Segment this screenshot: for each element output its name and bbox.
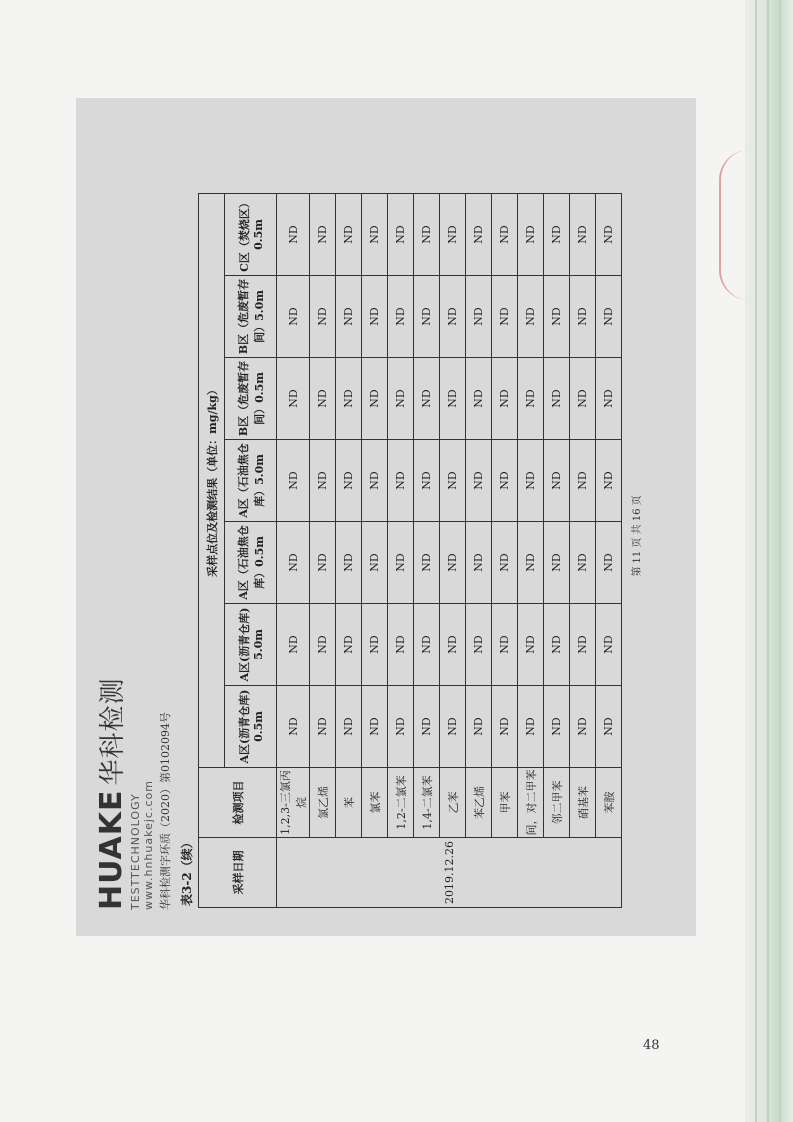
result-cell: ND bbox=[544, 358, 570, 440]
test-item-cell: 乙苯 bbox=[440, 768, 466, 838]
report-header bbox=[92, 677, 173, 910]
result-cell: ND bbox=[518, 686, 544, 768]
result-cell: ND bbox=[518, 604, 544, 686]
header-item: 检测项目 bbox=[199, 768, 277, 838]
result-cell: ND bbox=[336, 522, 362, 604]
result-cell: ND bbox=[570, 686, 596, 768]
result-cell: ND bbox=[440, 194, 466, 276]
table-row bbox=[466, 194, 492, 908]
result-cell: ND bbox=[492, 522, 518, 604]
result-cell: ND bbox=[362, 686, 388, 768]
result-cell: ND bbox=[518, 276, 544, 358]
result-cell: ND bbox=[544, 522, 570, 604]
result-cell: ND bbox=[570, 604, 596, 686]
result-cell: ND bbox=[570, 522, 596, 604]
result-cell: ND bbox=[388, 276, 414, 358]
result-cell: ND bbox=[277, 440, 310, 522]
result-cell: ND bbox=[336, 440, 362, 522]
result-cell: ND bbox=[596, 276, 622, 358]
rotated-content bbox=[76, 98, 696, 936]
scanned-report-sheet bbox=[76, 98, 696, 936]
result-cell: ND bbox=[310, 194, 336, 276]
table-row bbox=[570, 194, 596, 908]
table-row bbox=[544, 194, 570, 908]
result-cell: ND bbox=[596, 440, 622, 522]
result-cell: ND bbox=[362, 276, 388, 358]
result-cell: ND bbox=[277, 604, 310, 686]
header-site-4: A区（石油焦仓库）5.0m bbox=[225, 440, 277, 522]
result-cell: ND bbox=[596, 358, 622, 440]
result-cell: ND bbox=[277, 358, 310, 440]
result-cell: ND bbox=[596, 194, 622, 276]
test-item-cell: 苯 bbox=[336, 768, 362, 838]
result-cell: ND bbox=[277, 194, 310, 276]
result-cell: ND bbox=[310, 522, 336, 604]
table-row bbox=[277, 194, 310, 908]
result-cell: ND bbox=[336, 358, 362, 440]
test-item-cell: 苯乙烯 bbox=[466, 768, 492, 838]
result-cell: ND bbox=[492, 194, 518, 276]
result-cell: ND bbox=[440, 686, 466, 768]
result-cell: ND bbox=[310, 604, 336, 686]
page-number: 48 bbox=[643, 1038, 660, 1053]
result-cell: ND bbox=[336, 604, 362, 686]
result-cell: ND bbox=[544, 276, 570, 358]
result-cell: ND bbox=[362, 358, 388, 440]
result-cell: ND bbox=[336, 686, 362, 768]
result-cell: ND bbox=[492, 276, 518, 358]
header-site-1: A区(沥青仓库) 0.5m bbox=[225, 686, 277, 768]
result-cell: ND bbox=[414, 604, 440, 686]
result-cell: ND bbox=[544, 440, 570, 522]
result-cell: ND bbox=[362, 522, 388, 604]
sample-date-cell: 2019.12.26 bbox=[277, 838, 622, 908]
result-cell: ND bbox=[414, 276, 440, 358]
result-cell: ND bbox=[544, 604, 570, 686]
result-cell: ND bbox=[336, 194, 362, 276]
result-cell: ND bbox=[440, 440, 466, 522]
result-cell: ND bbox=[414, 194, 440, 276]
logo-chinese: 华科检测 bbox=[98, 677, 128, 786]
scan-page-footer: 第 11 页 共 16 页 bbox=[632, 495, 643, 577]
header-group: 采样点位及检测结果（单位：mg/kg） bbox=[199, 194, 225, 768]
result-cell: ND bbox=[440, 522, 466, 604]
header-site-7: C区（焚烧区）0.5m bbox=[225, 194, 277, 276]
result-cell: ND bbox=[544, 686, 570, 768]
logo-subtitle: TESTTECHNOLOGY bbox=[129, 793, 142, 910]
test-item-cell: 1,2,3-三氯丙烷 bbox=[277, 768, 310, 838]
document-number: 华科检测字环质（2020）第0102094号 bbox=[159, 712, 172, 910]
header-date: 采样日期 bbox=[199, 838, 277, 908]
test-item-cell: 间，对二甲苯 bbox=[518, 768, 544, 838]
result-cell: ND bbox=[414, 522, 440, 604]
result-cell: ND bbox=[388, 522, 414, 604]
result-cell: ND bbox=[596, 604, 622, 686]
header-site-5: B区（危废暂存间）0.5m bbox=[225, 358, 277, 440]
test-item-cell: 氯苯 bbox=[362, 768, 388, 838]
header-site-2: A区(沥青仓库) 5.0m bbox=[225, 604, 277, 686]
result-cell: ND bbox=[440, 358, 466, 440]
company-logo bbox=[92, 677, 129, 910]
test-item-cell: 氯乙烯 bbox=[310, 768, 336, 838]
result-cell: ND bbox=[466, 276, 492, 358]
result-cell: ND bbox=[466, 440, 492, 522]
result-cell: ND bbox=[388, 358, 414, 440]
test-item-cell: 硝基苯 bbox=[570, 768, 596, 838]
result-cell: ND bbox=[277, 522, 310, 604]
result-cell: ND bbox=[492, 440, 518, 522]
result-cell: ND bbox=[388, 604, 414, 686]
result-cell: ND bbox=[466, 522, 492, 604]
result-cell: ND bbox=[310, 276, 336, 358]
result-cell: ND bbox=[466, 194, 492, 276]
test-item-cell: 1,2-二氯苯 bbox=[388, 768, 414, 838]
result-cell: ND bbox=[440, 604, 466, 686]
test-item-cell: 1,4-二氯苯 bbox=[414, 768, 440, 838]
result-cell: ND bbox=[518, 358, 544, 440]
result-cell: ND bbox=[596, 686, 622, 768]
result-cell: ND bbox=[414, 440, 440, 522]
result-cell: ND bbox=[570, 440, 596, 522]
result-cell: ND bbox=[518, 440, 544, 522]
result-cell: ND bbox=[388, 194, 414, 276]
test-item-cell: 苯胺 bbox=[596, 768, 622, 838]
red-seal-stamp bbox=[719, 150, 757, 300]
result-cell: ND bbox=[414, 358, 440, 440]
result-cell: ND bbox=[492, 604, 518, 686]
table-caption: 表3-2（续） bbox=[180, 836, 194, 906]
result-cell: ND bbox=[388, 440, 414, 522]
result-cell: ND bbox=[570, 276, 596, 358]
result-cell: ND bbox=[492, 358, 518, 440]
result-cell: ND bbox=[596, 522, 622, 604]
results-table bbox=[198, 193, 622, 908]
table-row bbox=[362, 194, 388, 908]
result-cell: ND bbox=[414, 686, 440, 768]
result-cell: ND bbox=[362, 194, 388, 276]
logo-latin: HUAKE bbox=[94, 789, 129, 910]
table-row bbox=[414, 194, 440, 908]
table-row bbox=[440, 194, 466, 908]
result-cell: ND bbox=[362, 604, 388, 686]
result-cell: ND bbox=[336, 276, 362, 358]
table-row bbox=[310, 194, 336, 908]
table-row bbox=[336, 194, 362, 908]
result-cell: ND bbox=[518, 194, 544, 276]
table-row bbox=[388, 194, 414, 908]
result-cell: ND bbox=[310, 358, 336, 440]
result-cell: ND bbox=[310, 440, 336, 522]
header-site-6: B区（危废暂存间）5.0m bbox=[225, 276, 277, 358]
result-cell: ND bbox=[440, 276, 466, 358]
result-cell: ND bbox=[310, 686, 336, 768]
result-cell: ND bbox=[277, 276, 310, 358]
result-cell: ND bbox=[492, 686, 518, 768]
result-cell: ND bbox=[466, 686, 492, 768]
result-cell: ND bbox=[362, 440, 388, 522]
table-row bbox=[596, 194, 622, 908]
result-cell: ND bbox=[544, 194, 570, 276]
test-item-cell: 邻二甲苯 bbox=[544, 768, 570, 838]
result-cell: ND bbox=[388, 686, 414, 768]
table-row bbox=[518, 194, 544, 908]
company-website: www.hnhuakejc.com bbox=[142, 780, 155, 910]
result-cell: ND bbox=[277, 686, 310, 768]
result-cell: ND bbox=[466, 358, 492, 440]
test-item-cell: 甲苯 bbox=[492, 768, 518, 838]
header-site-3: A区（石油焦仓库）0.5m bbox=[225, 522, 277, 604]
result-cell: ND bbox=[466, 604, 492, 686]
result-cell: ND bbox=[518, 522, 544, 604]
result-cell: ND bbox=[570, 358, 596, 440]
table-row bbox=[492, 194, 518, 908]
result-cell: ND bbox=[570, 194, 596, 276]
